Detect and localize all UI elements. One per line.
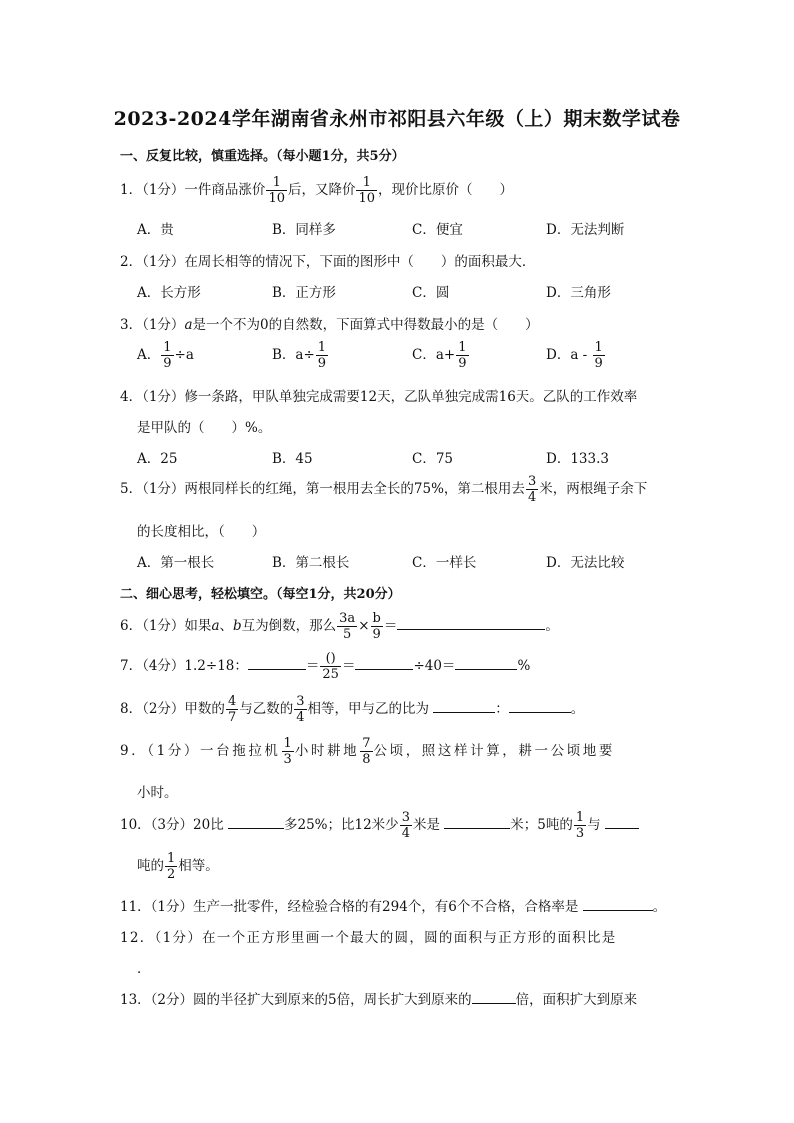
option-c: C．便宜	[412, 222, 463, 238]
question-9: 9．（1分）一台拖拉机 $\frac{1}{3}$ 小时耕地 $\frac{7}{8}$ 公顷，照这样计算，耕一公顷地要	[120, 736, 615, 767]
option-a: A．25	[137, 451, 178, 467]
fraction: $\frac{1}{3}$	[575, 810, 585, 841]
fraction: $\frac{3}{4}$	[527, 474, 537, 505]
question-7: 7．（4分）1.2÷18： ＝ () 25 ＝ ÷40＝ %	[120, 651, 531, 682]
fraction: $\frac{1}{10}$	[268, 175, 285, 206]
fraction: $\frac{1}{9}$	[458, 340, 467, 371]
question-8: 8．（2分）甲数的 $\frac{4}{7}$ 与乙数的 $\frac{3}{4}$ 相等，甲与乙的比为 ： 。	[120, 694, 585, 725]
answer-blank[interactable]	[472, 991, 516, 1004]
option-a: A．第一根长	[137, 555, 215, 571]
answer-blank[interactable]	[355, 657, 413, 670]
answer-blank[interactable]	[605, 816, 639, 829]
option-c: C．圆	[412, 285, 450, 301]
answer-blank[interactable]	[444, 816, 510, 829]
question-13: 13．（2分）圆的半径扩大到原来的5倍，周长扩大到原来的 倍，面积扩大到原来	[120, 992, 638, 1008]
option-b: B．a÷ $\frac{1}{9}$	[272, 340, 327, 371]
fraction: $\frac{3}{4}$	[401, 810, 410, 841]
question-2: 2．（1分）在周长相等的情况下，下面的图形中（ ）的面积最大．	[120, 254, 536, 270]
answer-blank[interactable]	[397, 617, 545, 630]
fraction: $\frac{1}{10}$	[358, 175, 376, 206]
fraction: $\frac{7}{8}$	[362, 736, 371, 767]
section-heading-2: 二、细心思考，轻松填空。（每空1分，共20分）	[120, 587, 401, 602]
option-b: B．同样多	[272, 222, 336, 238]
question-4: 4．（1分）修一条路，甲队单独完成需要12天，乙队单独完成需16天。乙队的工作效率	[120, 389, 638, 405]
fraction: $\frac{3a}{5}$	[339, 611, 356, 642]
question-4-line2: 是甲队的（ ）%。	[137, 420, 272, 436]
option-c: C．一样长	[412, 555, 477, 571]
option-b: B．正方形	[272, 285, 336, 301]
answer-blank[interactable]	[248, 657, 306, 670]
option-b: B．第二根长	[272, 555, 350, 571]
question-10: 10．（3分）20比 多25%；比12米少 $\frac{3}{4}$ 米是 米；5吨的 $\frac{1}{3}$ 与	[120, 811, 639, 840]
option-d: D．三角形	[546, 285, 611, 301]
question-3: 3．（1分）a是一个不为0的自然数，下面算式中得数最小的是（ ）	[120, 317, 539, 333]
option-d: D．无法比较	[546, 555, 625, 571]
option-a: A．贵	[137, 222, 174, 238]
question-1: 1．（1分）一件商品涨价 $\frac{1}{10}$ 后，又降价 $\frac{1}{10}$ ，现价比原价（ ）	[120, 175, 514, 206]
fraction: $\frac{4}{7}$	[227, 694, 237, 725]
question-10-line2: 吨的 $\frac{1}{2}$ 相等。	[137, 851, 219, 882]
question-6: 6．（1分）如果a、b互为倒数，那么 $\frac{3a}{5}$ × $\frac{b}{9}$ ＝ 。	[120, 611, 559, 642]
answer-blank[interactable]	[583, 898, 653, 911]
option-c: C．75	[412, 451, 454, 467]
question-11: 11．（1分）生产一批零件，经检验合格的有294个，有6个不合格，合格率是 。	[120, 899, 667, 915]
question-5-line2: 的长度相比，（ ）	[137, 524, 266, 540]
fraction: $\frac{3}{4}$	[296, 694, 305, 725]
page-title: 2023-2024学年湖南省永州市祁阳县六年级（上）期末数学试卷	[113, 108, 681, 130]
fraction: $\frac{1}{9}$	[317, 340, 327, 371]
fraction: $\frac{b}{9}$	[372, 611, 381, 642]
option-d: D．无法判断	[546, 222, 625, 238]
fraction: () 25	[322, 651, 339, 682]
option-a: A．长方形	[137, 285, 201, 301]
question-5: 5．（1分）两根同样长的红绳，第一根用去全长的75%，第二根用去 $\frac{3}{4}$ 米，两根绳子余下	[120, 474, 648, 505]
option-d: D．133.3	[546, 451, 609, 467]
option-c: C．a+ $\frac{1}{9}$	[412, 340, 467, 371]
fraction: $\frac{1}{3}$	[283, 736, 292, 767]
answer-blank[interactable]	[509, 700, 571, 713]
answer-blank[interactable]	[433, 700, 495, 713]
fraction: $\frac{1}{2}$	[167, 851, 176, 882]
answer-blank[interactable]	[455, 657, 517, 670]
answer-blank[interactable]	[228, 816, 284, 829]
option-d: D．a - $\frac{1}{9}$	[546, 340, 603, 371]
option-b: B．45	[272, 451, 313, 467]
fraction: $\frac{1}{9}$	[594, 340, 603, 371]
fraction: $\frac{1}{9}$	[163, 340, 172, 371]
section-heading-1: 一、反复比较，慎重选择。（每小题1分，共5分）	[120, 149, 405, 164]
question-12: 12．（1分）在一个正方形里画一个最大的圆，圆的面积与正方形的面积比是	[120, 930, 617, 946]
question-9-line2: 小时。	[137, 785, 178, 801]
question-12-line2: ．	[137, 961, 151, 977]
option-a: A． $\frac{1}{9}$ ÷a	[137, 340, 194, 371]
